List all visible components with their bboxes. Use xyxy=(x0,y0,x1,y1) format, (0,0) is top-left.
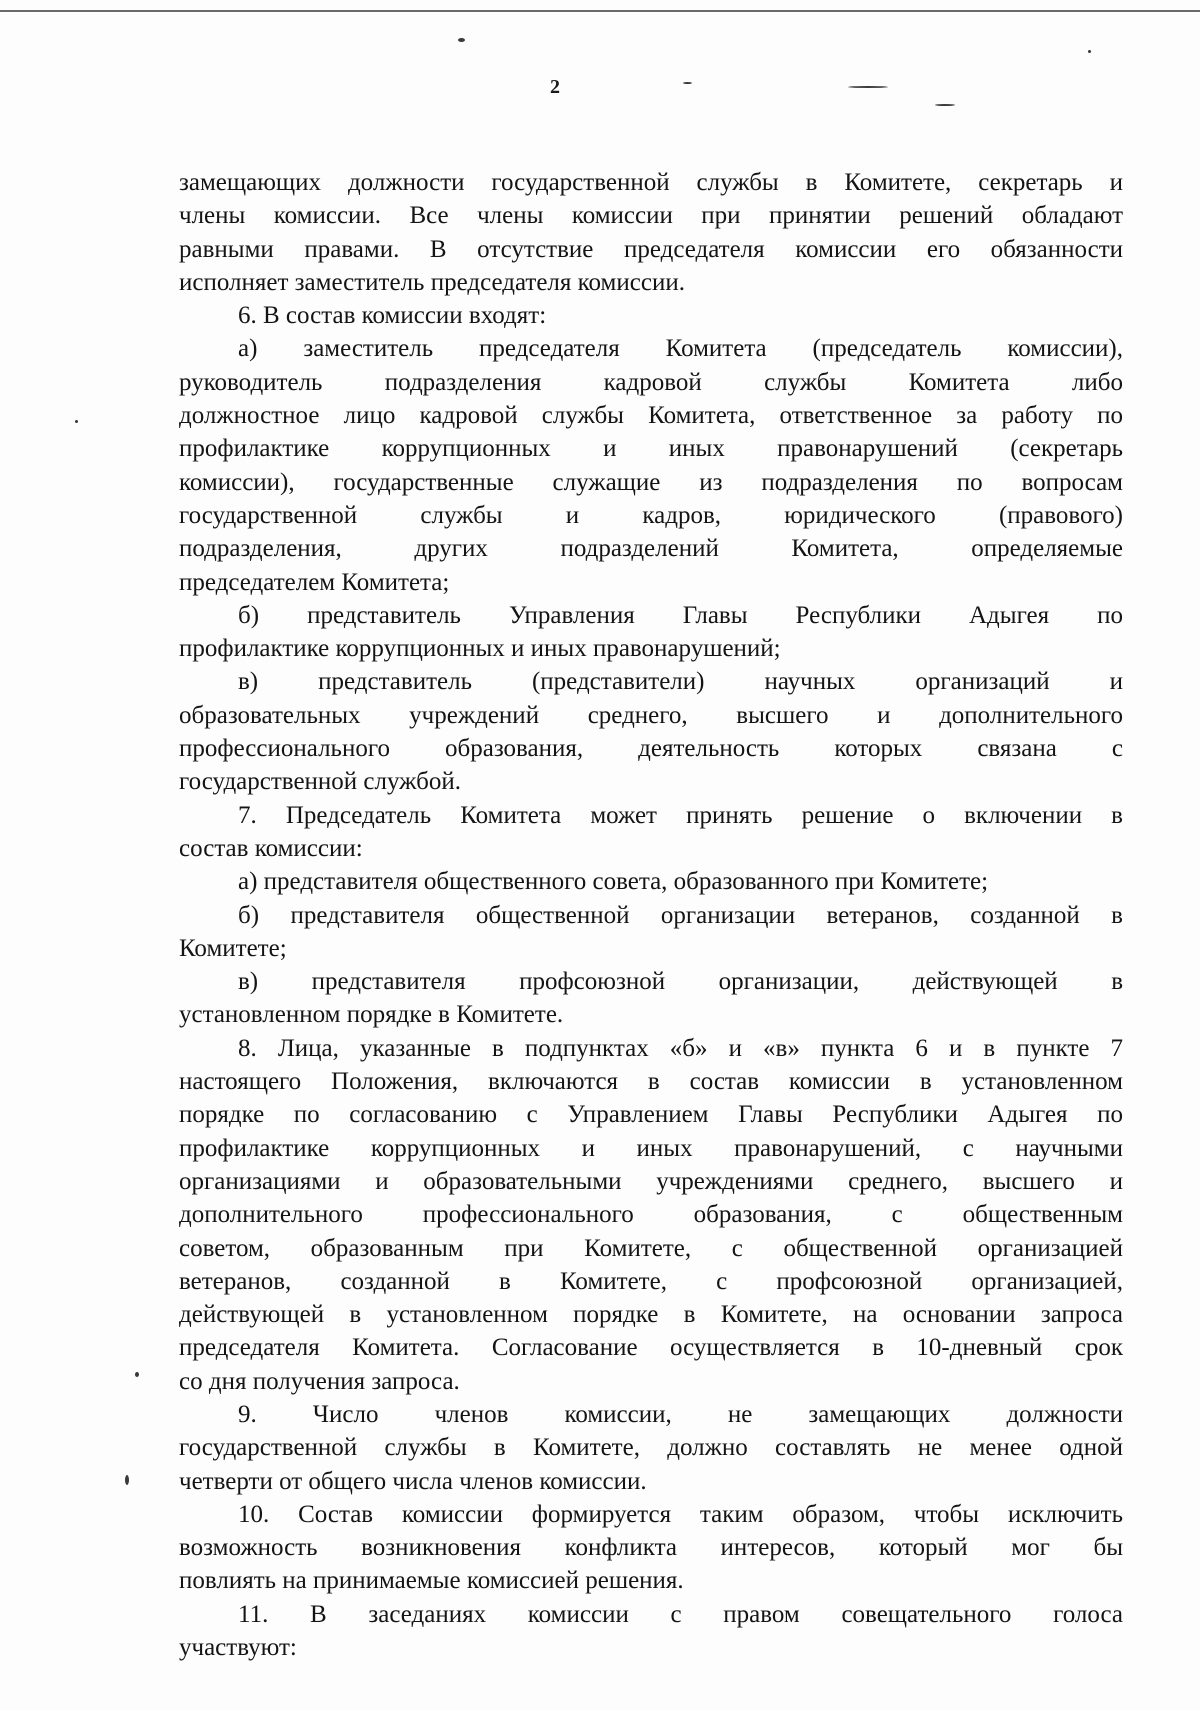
scan-speck xyxy=(458,38,465,42)
text-line: четверти от общего числа членов комиссии. xyxy=(179,1467,647,1495)
text-line: государственной службы и кадров, юридического (правового) xyxy=(179,501,1123,529)
paragraph xyxy=(179,799,1123,866)
text-line: а) заместитель председателя Комитета (председатель комиссии), xyxy=(238,335,1123,363)
page-number: 2 xyxy=(550,76,560,98)
text-line: настоящего Положения, включаются в состав комиссии в установленном xyxy=(179,1068,1123,1096)
text-line: председателя Комитета. Согласование осуществляется в 10-дневный срок xyxy=(179,1334,1123,1362)
text-line: 11. В заседаниях комиссии с правом совещательного голоса xyxy=(238,1600,1123,1628)
text-line: участвуют: xyxy=(179,1634,297,1662)
scan-top-edge xyxy=(0,10,1200,12)
text-line: возможность возникновения конфликта интересов, который мог бы xyxy=(179,1534,1123,1562)
text-line: равными правами. В отсутствие председателя комиссии его обязанности xyxy=(179,235,1123,263)
text-line: профессионального образования, деятельность которых связана с xyxy=(179,735,1123,763)
text-line: профилактике коррупционных и иных правонарушений; xyxy=(179,635,781,663)
text-line: Комитете; xyxy=(179,934,287,962)
scan-speck xyxy=(135,1372,139,1377)
text-line: б) представитель Управления Главы Республики Адыгея по xyxy=(238,601,1123,629)
paragraph xyxy=(179,1598,1123,1665)
text-line: 9. Число членов комиссии, не замещающих должности xyxy=(238,1400,1123,1428)
paragraph xyxy=(179,166,1123,299)
scan-speck xyxy=(1088,50,1091,53)
text-line: в) представитель (представители) научных организаций и xyxy=(238,668,1123,696)
text-line: а) представителя общественного совета, образованного при Комитете; xyxy=(238,868,989,896)
text-line: 8. Лица, указанные в подпунктах «б» и «в» пункта 6 и в пункте 7 xyxy=(238,1034,1123,1062)
text-line: действующей в установленном порядке в Комитете, на основании запроса xyxy=(179,1301,1123,1329)
text-line: профилактике коррупционных и иных правонарушений (секретарь xyxy=(179,435,1123,463)
text-line: в) представителя профсоюзной организации, действующей в xyxy=(238,968,1123,996)
scan-speck xyxy=(125,1475,129,1485)
text-line: подразделения, других подразделений Комитета, определяемые xyxy=(179,535,1123,563)
text-line: члены комиссии. Все члены комиссии при принятии решений обладают xyxy=(179,202,1123,230)
text-line: замещающих должности государственной службы в Комитете, секретарь и xyxy=(179,169,1123,196)
paragraph xyxy=(179,1398,1123,1498)
text-line: состав комиссии: xyxy=(179,834,363,862)
text-line: со дня получения запроса. xyxy=(179,1367,460,1395)
paragraph xyxy=(179,332,1123,598)
text-line: государственной службой. xyxy=(179,768,461,796)
paragraph xyxy=(179,599,1123,666)
text-line: 6. В состав комиссии входят: xyxy=(238,302,547,330)
paragraph xyxy=(179,899,1123,966)
text-line: комиссии), государственные служащие из подразделения по вопросам xyxy=(179,468,1123,496)
text-line: установленном порядке в Комитете. xyxy=(179,1001,564,1029)
text-line: должностное лицо кадровой службы Комитета, ответственное за работу по xyxy=(179,402,1123,430)
scan-speck xyxy=(935,104,955,106)
text-line: руководитель подразделения кадровой службы Комитета либо xyxy=(179,368,1123,396)
text-line: 7. Председатель Комитета может принять решение о включении в xyxy=(238,801,1123,829)
text-line: 10. Состав комиссии формируется таким образом, чтобы исключить xyxy=(238,1500,1123,1528)
text-line: исполняет заместитель председателя комиссии. xyxy=(179,268,685,296)
text-line: образовательных учреждений среднего, высшего и дополнительного xyxy=(179,701,1123,729)
paragraph xyxy=(179,965,1123,1032)
text-line: ветеранов, созданной в Комитете, с профсоюзной организацией, xyxy=(179,1267,1123,1295)
text-line: б) представителя общественной организации ветеранов, созданной в xyxy=(238,901,1123,929)
scan-speck xyxy=(75,420,78,423)
text-line: порядке по согласованию с Управлением Главы Республики Адыгея по xyxy=(179,1101,1123,1129)
text-line: организациями и образовательными учреждениями среднего, высшего и xyxy=(179,1167,1123,1195)
text-line: профилактике коррупционных и иных правонарушений, с научными xyxy=(179,1134,1123,1162)
text-line: дополнительного профессионального образования, с общественным xyxy=(179,1201,1123,1229)
paragraph xyxy=(179,1498,1123,1598)
text-line: государственной службы в Комитете, должно составлять не менее одной xyxy=(179,1434,1123,1462)
text-line: советом, образованным при Комитете, с общественной организацией xyxy=(179,1234,1123,1262)
text-line: председателем Комитета; xyxy=(179,568,450,596)
paragraph xyxy=(179,299,1123,332)
paragraph xyxy=(179,665,1123,798)
paragraph xyxy=(179,865,1123,898)
paragraph xyxy=(179,1032,1123,1398)
document-body xyxy=(179,166,1123,1664)
text-line: повлиять на принимаемые комиссией решения. xyxy=(179,1567,684,1595)
